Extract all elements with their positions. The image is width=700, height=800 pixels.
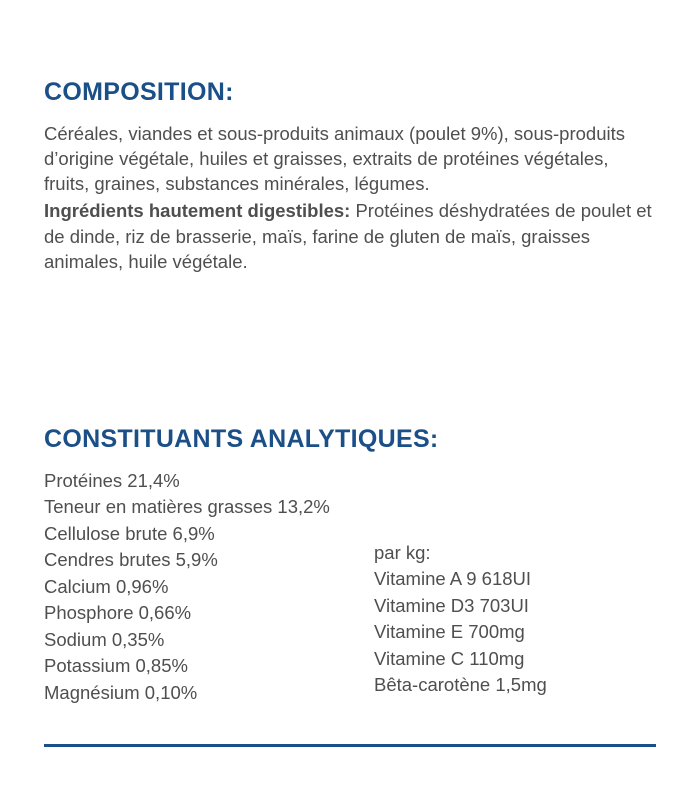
constituent-item: Teneur en matières grasses 13,2% (44, 496, 330, 518)
vitamin-item: Vitamine E 700mg (374, 621, 525, 643)
composition-paragraph-1 (44, 121, 656, 196)
constituent-item: Phosphore 0,66% (44, 602, 192, 624)
constituents-heading: CONSTITUANTS ANALYTIQUES: (44, 425, 439, 453)
constituents-right-column (374, 468, 656, 699)
constituents-columns (44, 468, 656, 706)
constituent-item: Calcium 0,96% (44, 575, 169, 597)
constituents-left-column (44, 468, 374, 706)
analytical-constituents-section (44, 425, 656, 706)
vitamin-item: Vitamine D3 703UI (374, 594, 529, 616)
composition-paragraph-2-lead: Ingrédients hautement digestibles: (44, 200, 351, 222)
vitamin-item: Vitamine C 110mg (374, 647, 525, 669)
constituent-item: Magnésium 0,10% (44, 681, 198, 703)
constituent-item: Cellulose brute 6,9% (44, 522, 215, 544)
composition-paragraph-1-text: Céréales, viandes et sous-produits animaux (poulet 9%), sous-produits d’origine végétale, huiles et graisses, extraits de protéines végétales, fruits, graines, substances minérales, légumes. (44, 123, 625, 195)
vitamin-item: Bêta-carotène 1,5mg (374, 674, 547, 696)
constituent-item: Sodium 0,35% (44, 628, 165, 650)
constituent-item: Potassium 0,85% (44, 655, 188, 677)
composition-paragraph-2-text: Protéines déshydratées de poulet et de dinde, riz de brasserie, maïs, farine de gluten de maïs, graisses animales, huile végétale. (44, 200, 652, 272)
composition-paragraph-2 (44, 198, 656, 273)
composition-section (44, 78, 656, 274)
composition-heading: COMPOSITION: (44, 78, 234, 106)
constituent-item: Cendres brutes 5,9% (44, 549, 218, 571)
vitamin-item: Vitamine A 9 618UI (374, 568, 532, 590)
bottom-divider (44, 744, 656, 747)
constituent-item: Protéines 21,4% (44, 470, 180, 491)
per-kg-heading: par kg: (374, 542, 431, 563)
